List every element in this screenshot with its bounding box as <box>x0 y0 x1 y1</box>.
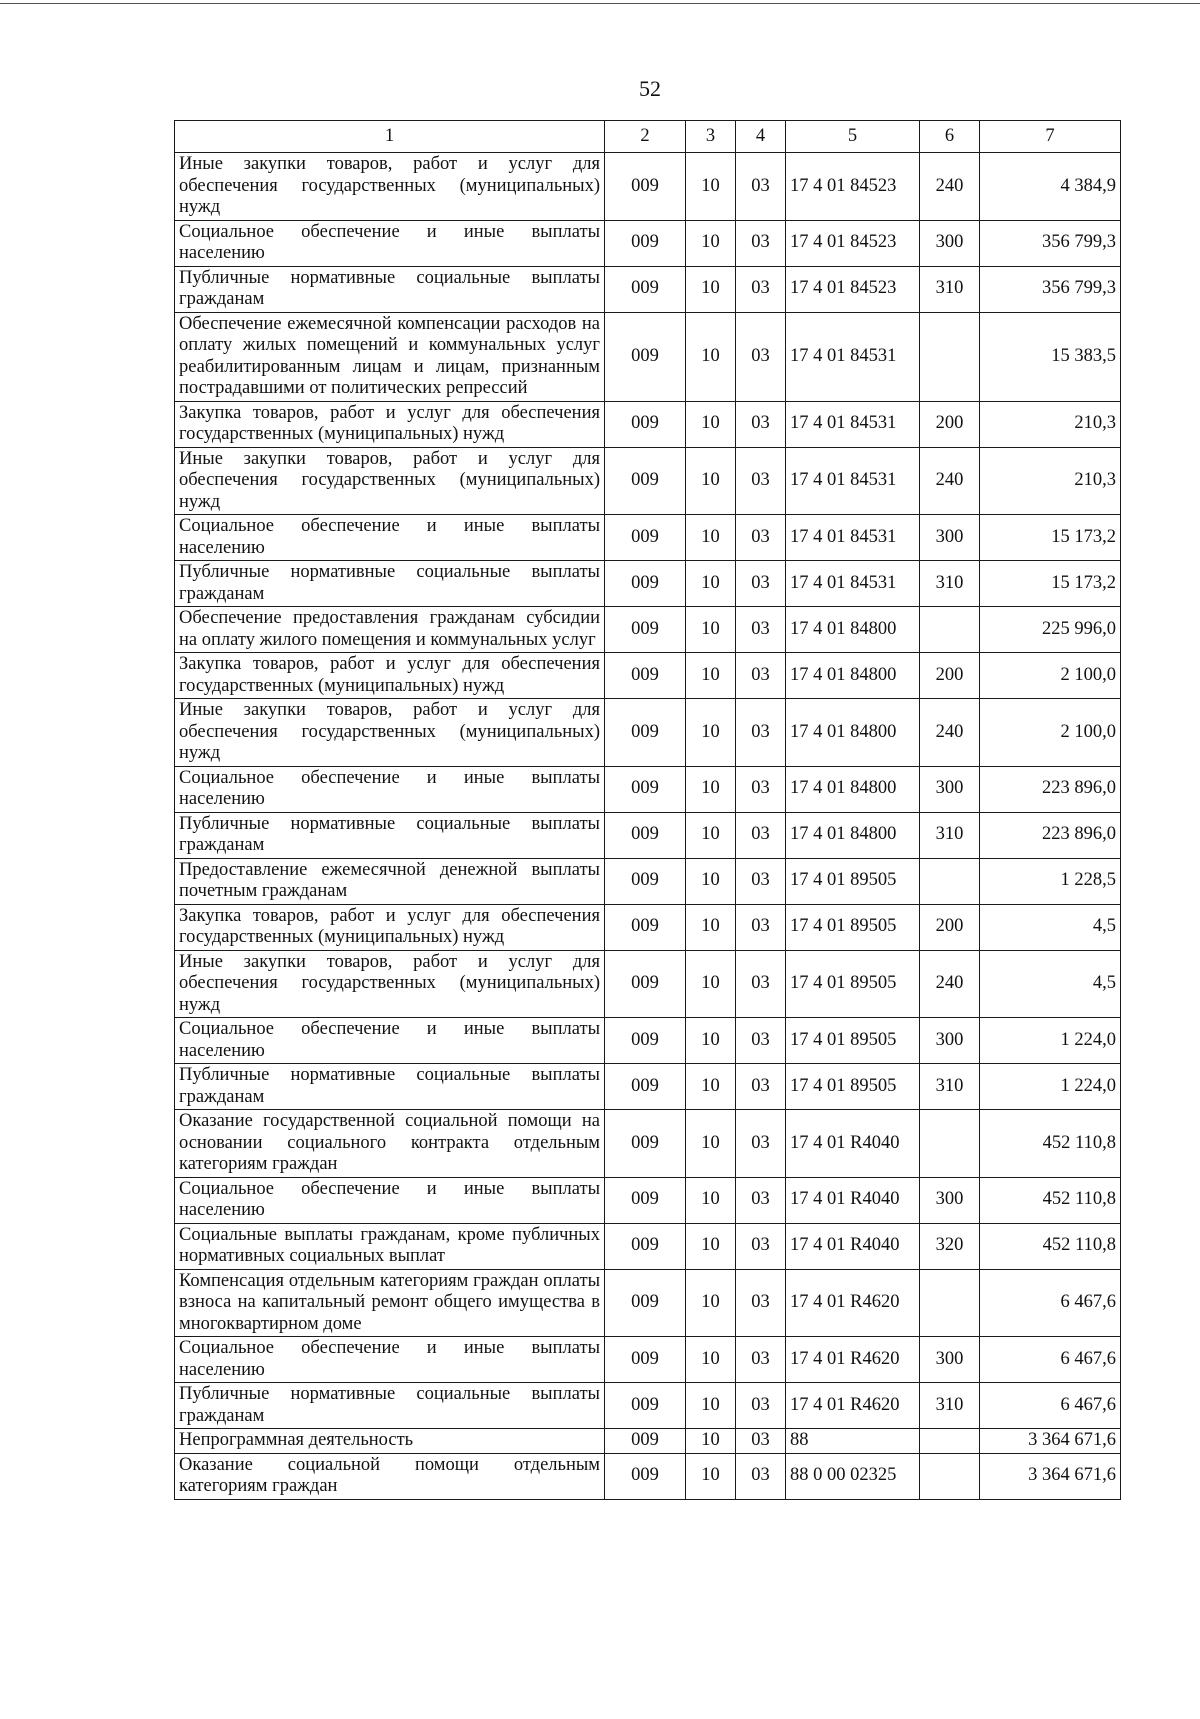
cell-target-article: 17 4 01 R4620 <box>786 1269 920 1337</box>
header-col-1: 1 <box>175 121 605 153</box>
table-row <box>175 904 1121 950</box>
cell-expense-type <box>920 1453 980 1499</box>
cell-target-article: 17 4 01 84523 <box>786 153 920 221</box>
header-col-7: 7 <box>980 121 1121 153</box>
cell-subsection: 03 <box>736 812 786 858</box>
cell-target-article: 17 4 01 84800 <box>786 812 920 858</box>
cell-amount: 452 110,8 <box>980 1110 1121 1178</box>
cell-target-article: 17 4 01 84531 <box>786 401 920 447</box>
header-col-5: 5 <box>786 121 920 153</box>
cell-expense-type: 310 <box>920 812 980 858</box>
cell-subsection: 03 <box>736 607 786 653</box>
cell-target-article: 17 4 01 R4040 <box>786 1223 920 1269</box>
cell-subsection: 03 <box>736 312 786 401</box>
cell-subsection: 03 <box>736 1453 786 1499</box>
cell-section: 10 <box>686 561 736 607</box>
cell-admin-code: 009 <box>605 1453 686 1499</box>
cell-expense-type: 320 <box>920 1223 980 1269</box>
cell-amount: 6 467,6 <box>980 1269 1121 1337</box>
cell-description: Иные закупки товаров, работ и услуг для обеспечения государственных (муниципальных) нужд <box>175 447 605 515</box>
table-row <box>175 1269 1121 1337</box>
table-row <box>175 266 1121 312</box>
cell-description: Социальное обеспечение и иные выплаты населению <box>175 1177 605 1223</box>
cell-section: 10 <box>686 1429 736 1454</box>
cell-expense-type: 300 <box>920 766 980 812</box>
cell-expense-type: 300 <box>920 1018 980 1064</box>
cell-description: Непрограммная деятельность <box>175 1429 605 1454</box>
cell-subsection: 03 <box>736 401 786 447</box>
cell-target-article: 17 4 01 R4040 <box>786 1177 920 1223</box>
cell-section: 10 <box>686 1383 736 1429</box>
cell-description: Обеспечение ежемесячной компенсации расходов на оплату жилых помещений и коммунальных услуг реабилитированным лицам и лицам, признанным пострадавшими от политических репрессий <box>175 312 605 401</box>
cell-target-article: 88 0 00 02325 <box>786 1453 920 1499</box>
table-row <box>175 653 1121 699</box>
cell-expense-type: 310 <box>920 1064 980 1110</box>
cell-description: Публичные нормативные социальные выплаты гражданам <box>175 1064 605 1110</box>
cell-expense-type: 240 <box>920 699 980 767</box>
cell-subsection: 03 <box>736 653 786 699</box>
cell-section: 10 <box>686 1223 736 1269</box>
cell-amount: 452 110,8 <box>980 1177 1121 1223</box>
table-row <box>175 1429 1121 1454</box>
table-row <box>175 858 1121 904</box>
cell-expense-type <box>920 1269 980 1337</box>
page-number: 52 <box>639 76 661 101</box>
cell-section: 10 <box>686 858 736 904</box>
cell-amount: 210,3 <box>980 447 1121 515</box>
cell-subsection: 03 <box>736 1429 786 1454</box>
cell-section: 10 <box>686 1269 736 1337</box>
cell-description: Оказание государственной социальной помощи на основании социального контракта отдельным категориям граждан <box>175 1110 605 1178</box>
cell-target-article: 17 4 01 89505 <box>786 1018 920 1064</box>
cell-section: 10 <box>686 812 736 858</box>
cell-section: 10 <box>686 766 736 812</box>
cell-description: Публичные нормативные социальные выплаты гражданам <box>175 812 605 858</box>
cell-target-article: 17 4 01 84531 <box>786 515 920 561</box>
cell-section: 10 <box>686 699 736 767</box>
cell-description: Социальное обеспечение и иные выплаты населению <box>175 515 605 561</box>
table-row <box>175 766 1121 812</box>
cell-amount: 452 110,8 <box>980 1223 1121 1269</box>
cell-expense-type <box>920 858 980 904</box>
table-row <box>175 401 1121 447</box>
cell-expense-type: 200 <box>920 401 980 447</box>
cell-amount: 3 364 671,6 <box>980 1453 1121 1499</box>
cell-section: 10 <box>686 401 736 447</box>
cell-expense-type: 300 <box>920 1177 980 1223</box>
cell-subsection: 03 <box>736 1064 786 1110</box>
cell-subsection: 03 <box>736 1110 786 1178</box>
cell-admin-code: 009 <box>605 1383 686 1429</box>
cell-admin-code: 009 <box>605 699 686 767</box>
cell-amount: 2 100,0 <box>980 653 1121 699</box>
cell-subsection: 03 <box>736 266 786 312</box>
cell-admin-code: 009 <box>605 153 686 221</box>
cell-target-article: 17 4 01 84531 <box>786 561 920 607</box>
cell-description: Публичные нормативные социальные выплаты гражданам <box>175 1383 605 1429</box>
cell-admin-code: 009 <box>605 1018 686 1064</box>
page-top-rule <box>0 3 1200 4</box>
cell-admin-code: 009 <box>605 561 686 607</box>
cell-subsection: 03 <box>736 1383 786 1429</box>
cell-expense-type: 300 <box>920 220 980 266</box>
cell-description: Иные закупки товаров, работ и услуг для обеспечения государственных (муниципальных) нужд <box>175 699 605 767</box>
cell-target-article: 17 4 01 84523 <box>786 266 920 312</box>
cell-expense-type <box>920 607 980 653</box>
cell-expense-type: 240 <box>920 447 980 515</box>
cell-target-article: 17 4 01 84523 <box>786 220 920 266</box>
table-row <box>175 1177 1121 1223</box>
cell-admin-code: 009 <box>605 607 686 653</box>
cell-target-article: 88 <box>786 1429 920 1454</box>
cell-target-article: 17 4 01 R4620 <box>786 1337 920 1383</box>
cell-section: 10 <box>686 447 736 515</box>
cell-admin-code: 009 <box>605 1223 686 1269</box>
cell-admin-code: 009 <box>605 266 686 312</box>
cell-subsection: 03 <box>736 699 786 767</box>
cell-admin-code: 009 <box>605 1269 686 1337</box>
cell-target-article: 17 4 01 89505 <box>786 904 920 950</box>
table-row <box>175 312 1121 401</box>
cell-expense-type <box>920 1110 980 1178</box>
table-row <box>175 699 1121 767</box>
cell-section: 10 <box>686 515 736 561</box>
cell-admin-code: 009 <box>605 950 686 1018</box>
cell-admin-code: 009 <box>605 447 686 515</box>
table-row <box>175 515 1121 561</box>
cell-target-article: 17 4 01 R4620 <box>786 1383 920 1429</box>
cell-subsection: 03 <box>736 858 786 904</box>
header-col-3: 3 <box>686 121 736 153</box>
table-row <box>175 1337 1121 1383</box>
cell-admin-code: 009 <box>605 1064 686 1110</box>
cell-description: Социальные выплаты гражданам, кроме публичных нормативных социальных выплат <box>175 1223 605 1269</box>
cell-amount: 15 383,5 <box>980 312 1121 401</box>
cell-description: Социальное обеспечение и иные выплаты населению <box>175 1337 605 1383</box>
cell-expense-type: 300 <box>920 1337 980 1383</box>
cell-subsection: 03 <box>736 515 786 561</box>
cell-description: Социальное обеспечение и иные выплаты населению <box>175 1018 605 1064</box>
table-row <box>175 447 1121 515</box>
cell-amount: 225 996,0 <box>980 607 1121 653</box>
cell-admin-code: 009 <box>605 220 686 266</box>
cell-amount: 1 228,5 <box>980 858 1121 904</box>
cell-target-article: 17 4 01 89505 <box>786 858 920 904</box>
cell-section: 10 <box>686 1337 736 1383</box>
cell-description: Публичные нормативные социальные выплаты гражданам <box>175 266 605 312</box>
table-row <box>175 1064 1121 1110</box>
cell-admin-code: 009 <box>605 766 686 812</box>
cell-section: 10 <box>686 904 736 950</box>
cell-subsection: 03 <box>736 904 786 950</box>
cell-amount: 15 173,2 <box>980 515 1121 561</box>
table-header-row <box>175 121 1121 153</box>
cell-description: Закупка товаров, работ и услуг для обеспечения государственных (муниципальных) нужд <box>175 904 605 950</box>
cell-subsection: 03 <box>736 1269 786 1337</box>
cell-amount: 223 896,0 <box>980 812 1121 858</box>
table-row <box>175 561 1121 607</box>
cell-description: Социальное обеспечение и иные выплаты населению <box>175 766 605 812</box>
table-body <box>175 153 1121 1500</box>
cell-description: Оказание социальной помощи отдельным категориям граждан <box>175 1453 605 1499</box>
cell-description: Иные закупки товаров, работ и услуг для обеспечения государственных (муниципальных) нужд <box>175 950 605 1018</box>
cell-expense-type <box>920 312 980 401</box>
cell-section: 10 <box>686 607 736 653</box>
cell-admin-code: 009 <box>605 904 686 950</box>
cell-admin-code: 009 <box>605 1337 686 1383</box>
cell-section: 10 <box>686 1110 736 1178</box>
cell-expense-type: 200 <box>920 653 980 699</box>
table-row <box>175 153 1121 221</box>
cell-amount: 2 100,0 <box>980 699 1121 767</box>
cell-amount: 6 467,6 <box>980 1337 1121 1383</box>
cell-description: Закупка товаров, работ и услуг для обеспечения государственных (муниципальных) нужд <box>175 401 605 447</box>
cell-section: 10 <box>686 312 736 401</box>
cell-admin-code: 009 <box>605 1429 686 1454</box>
cell-amount: 1 224,0 <box>980 1018 1121 1064</box>
cell-expense-type: 300 <box>920 515 980 561</box>
table-row <box>175 812 1121 858</box>
cell-expense-type: 240 <box>920 153 980 221</box>
cell-target-article: 17 4 01 89505 <box>786 1064 920 1110</box>
cell-section: 10 <box>686 653 736 699</box>
table-row <box>175 1223 1121 1269</box>
cell-subsection: 03 <box>736 153 786 221</box>
cell-section: 10 <box>686 1177 736 1223</box>
cell-target-article: 17 4 01 84800 <box>786 766 920 812</box>
cell-description: Закупка товаров, работ и услуг для обеспечения государственных (муниципальных) нужд <box>175 653 605 699</box>
cell-expense-type: 310 <box>920 561 980 607</box>
table-row <box>175 1018 1121 1064</box>
cell-target-article: 17 4 01 84531 <box>786 312 920 401</box>
cell-section: 10 <box>686 950 736 1018</box>
cell-subsection: 03 <box>736 766 786 812</box>
cell-description: Обеспечение предоставления гражданам субсидии на оплату жилого помещения и коммунальных услуг <box>175 607 605 653</box>
cell-expense-type: 310 <box>920 1383 980 1429</box>
cell-subsection: 03 <box>736 950 786 1018</box>
table-row <box>175 1110 1121 1178</box>
header-col-2: 2 <box>605 121 686 153</box>
cell-expense-type <box>920 1429 980 1454</box>
cell-amount: 356 799,3 <box>980 220 1121 266</box>
table-row <box>175 1383 1121 1429</box>
cell-amount: 3 364 671,6 <box>980 1429 1121 1454</box>
cell-amount: 4,5 <box>980 904 1121 950</box>
cell-amount: 356 799,3 <box>980 266 1121 312</box>
cell-admin-code: 009 <box>605 515 686 561</box>
cell-subsection: 03 <box>736 1337 786 1383</box>
cell-description: Предоставление ежемесячной денежной выплаты почетным гражданам <box>175 858 605 904</box>
cell-amount: 1 224,0 <box>980 1064 1121 1110</box>
cell-admin-code: 009 <box>605 401 686 447</box>
header-col-6: 6 <box>920 121 980 153</box>
header-col-4: 4 <box>736 121 786 153</box>
cell-admin-code: 009 <box>605 1110 686 1178</box>
cell-description: Компенсация отдельным категориям граждан оплаты взноса на капитальный ремонт общего имущества в многоквартирном доме <box>175 1269 605 1337</box>
cell-expense-type: 200 <box>920 904 980 950</box>
cell-subsection: 03 <box>736 1223 786 1269</box>
budget-table <box>174 120 1121 1500</box>
cell-section: 10 <box>686 220 736 266</box>
cell-section: 10 <box>686 1064 736 1110</box>
cell-admin-code: 009 <box>605 653 686 699</box>
cell-target-article: 17 4 01 84800 <box>786 653 920 699</box>
cell-section: 10 <box>686 153 736 221</box>
cell-description: Публичные нормативные социальные выплаты гражданам <box>175 561 605 607</box>
cell-section: 10 <box>686 1453 736 1499</box>
table-row <box>175 1453 1121 1499</box>
cell-target-article: 17 4 01 84800 <box>786 607 920 653</box>
cell-amount: 15 173,2 <box>980 561 1121 607</box>
cell-subsection: 03 <box>736 220 786 266</box>
cell-section: 10 <box>686 266 736 312</box>
cell-subsection: 03 <box>736 1018 786 1064</box>
cell-expense-type: 310 <box>920 266 980 312</box>
table-row <box>175 607 1121 653</box>
cell-target-article: 17 4 01 84531 <box>786 447 920 515</box>
cell-amount: 223 896,0 <box>980 766 1121 812</box>
cell-subsection: 03 <box>736 1177 786 1223</box>
cell-subsection: 03 <box>736 447 786 515</box>
cell-target-article: 17 4 01 R4040 <box>786 1110 920 1178</box>
cell-admin-code: 009 <box>605 812 686 858</box>
table-row <box>175 220 1121 266</box>
cell-admin-code: 009 <box>605 312 686 401</box>
cell-expense-type: 240 <box>920 950 980 1018</box>
cell-amount: 6 467,6 <box>980 1383 1121 1429</box>
cell-amount: 210,3 <box>980 401 1121 447</box>
cell-admin-code: 009 <box>605 858 686 904</box>
table-row <box>175 950 1121 1018</box>
cell-amount: 4,5 <box>980 950 1121 1018</box>
cell-description: Иные закупки товаров, работ и услуг для обеспечения государственных (муниципальных) нужд <box>175 153 605 221</box>
cell-target-article: 17 4 01 89505 <box>786 950 920 1018</box>
cell-target-article: 17 4 01 84800 <box>786 699 920 767</box>
cell-admin-code: 009 <box>605 1177 686 1223</box>
cell-subsection: 03 <box>736 561 786 607</box>
cell-description: Социальное обеспечение и иные выплаты населению <box>175 220 605 266</box>
cell-section: 10 <box>686 1018 736 1064</box>
cell-amount: 4 384,9 <box>980 153 1121 221</box>
